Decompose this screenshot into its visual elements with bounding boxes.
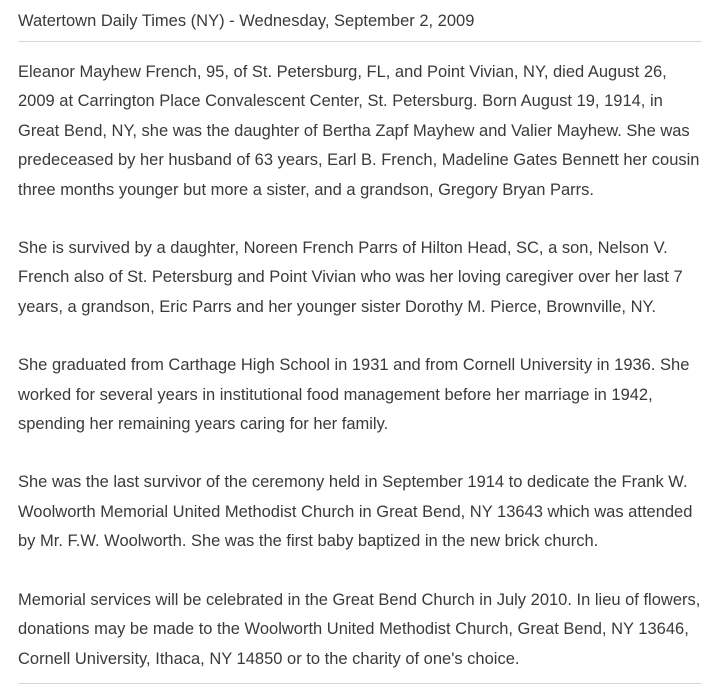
paragraph-2: She is survived by a daughter, Noreen French Parrs of Hilton Head, SC, a son, Nelson V. French also of St. Petersburg and Point Vivian who was her loving caregiver over her last 7 years, a grandson, Eric Parrs and her younger sister Dorothy M. Pierce, Brownville, NY.: [18, 239, 683, 316]
paragraph-3: She graduated from Carthage High School in 1931 and from Cornell University in 1936. She worked for several years in institutional food management before her marriage in 1942, spending her remaining years caring for her family.: [18, 356, 690, 434]
article-body: [18, 42, 702, 674]
paragraph-5: Memorial services will be celebrated in the Great Bend Church in July 2010. In lieu of flowers, donations may be made to the Woolworth United Methodist Church, Great Bend, NY 13646, Cornell University, Ithaca, NY 14850 or to the charity of one's choice.: [18, 590, 701, 668]
article-source-line: Watertown Daily Times (NY) - Wednesday, September 2, 2009: [18, 12, 475, 30]
paragraph-4: She was the last survivor of the ceremony held in September 1914 to dedicate the Frank W. Woolworth Memorial United Methodist Church in Great Bend, NY 13643 which was attended by Mr. F.W. Woolworth. She was the first baby baptized in the new brick church.: [18, 473, 693, 551]
bottom-divider: [18, 683, 702, 684]
paragraph-1: Eleanor Mayhew French, 95, of St. Petersburg, FL, and Point Vivian, NY, died August 26, 2009 at Carrington Place Convalescent Center, St. Petersburg. Born August 19, 1914, in Great Bend, NY, she was the daughter of Bertha Zapf Mayhew and Valier Mayhew. She was predeceased by her husband of 63 years, Earl B. French, Madeline Gates Bennett her cousin three months younger but more a sister, and a grandson, Gregory Bryan Parrs.: [18, 63, 700, 199]
